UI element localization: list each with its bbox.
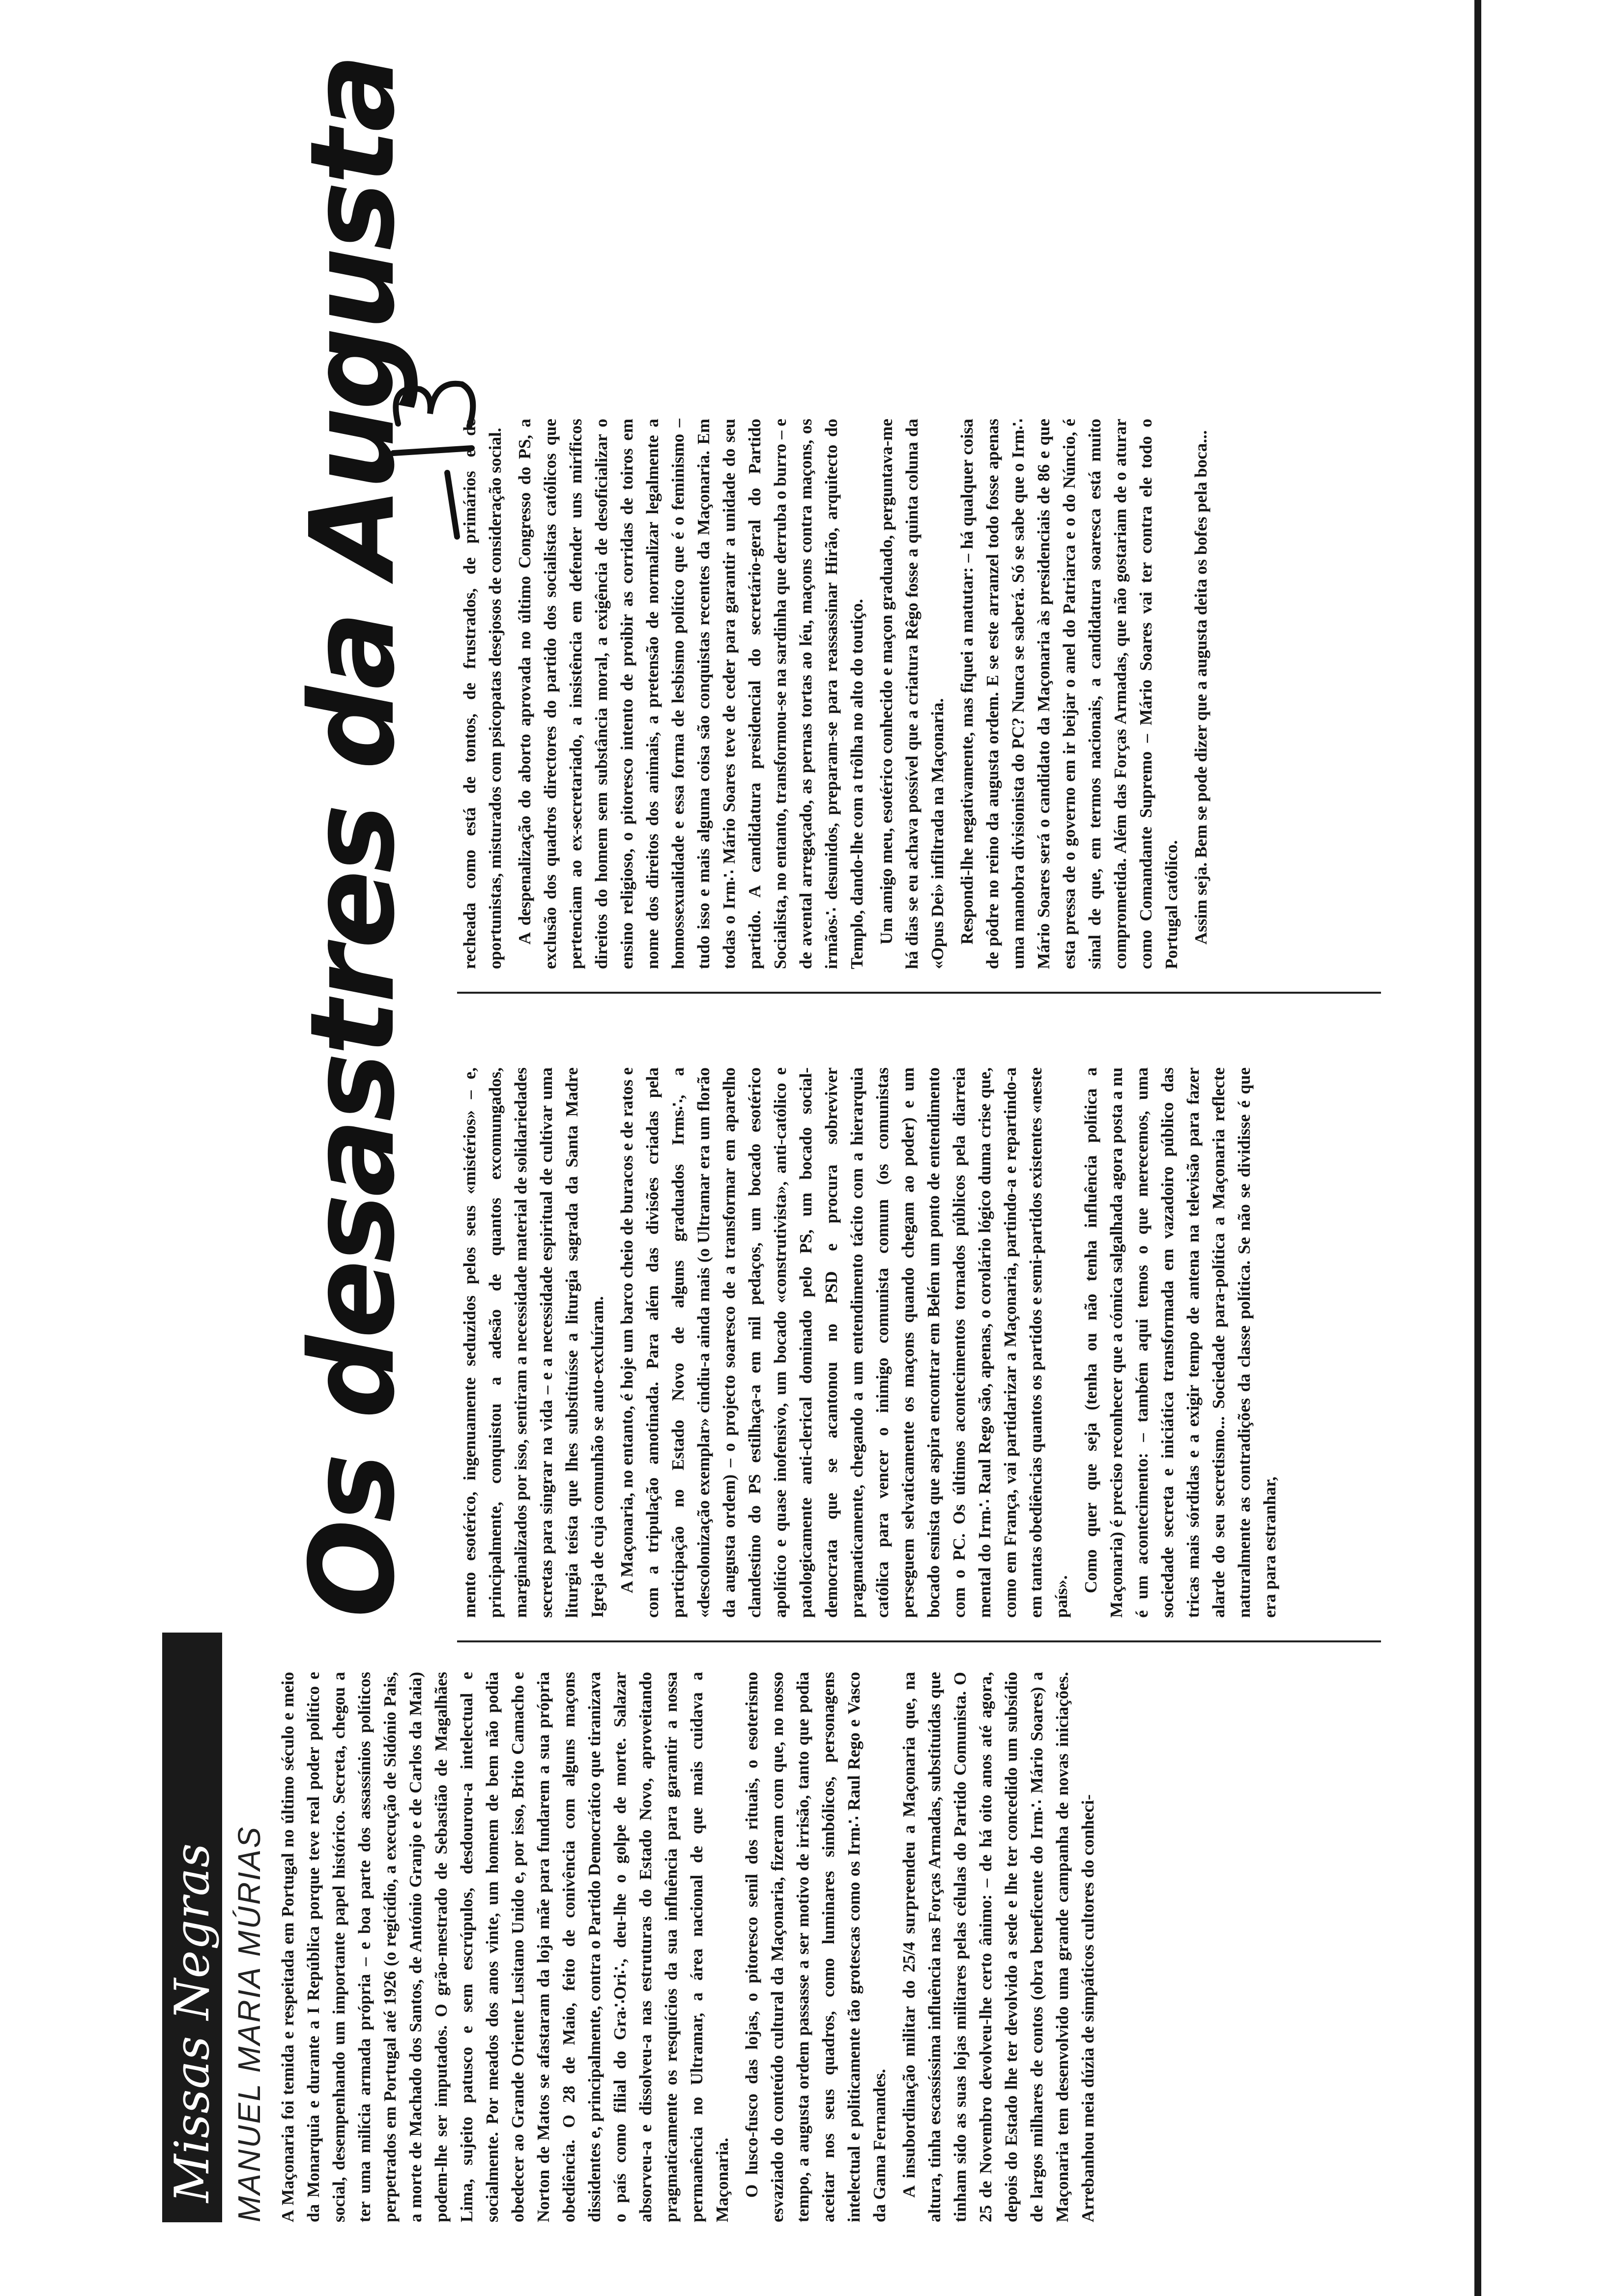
article-headline: Os desastres da Augusta <box>285 57 420 1618</box>
column-divider <box>457 992 1381 994</box>
article-column-3 <box>457 419 1489 969</box>
paragraph: O lusco-fusco das lojas, o pitoresco senil dos rituais, o esoterismo esvaziado do conteúdo cultural da Maçonaria, fizeram com que, no nosso tempo, a augusta ordem passasse a ser motivo de irrisão, tanto que podia aceitar nos seus quadros, como luminares simbólicos, personagens intelectual e politicamente tão grotescas como os Irm∴ Raul Rego e Vasco da Gama Fernandes. <box>742 1672 889 2222</box>
paragraph: Um amigo meu, esotérico conhecido e maçon graduado, perguntava-me há dias se eu achava possível que a criatura Rêgo fosse a quinta coluna da «Opus Dei» infiltrada na Maçonaria. <box>877 419 947 969</box>
paragraph: recheada como está de tontos, de frustrados, de primários e de oportunistas, misturados com psicopatas desejosos de consideração social. <box>460 419 505 969</box>
article-column-2 <box>457 1067 1489 1618</box>
paragraph: mento esotérico, ingenuamente seduzidos pelos seus «mistérios» – e, principalmente, conquistou a adesão de quantos excomungados, marginalizados por isso, sentiram a necessidade material de solidariedades secretas para singrar na vida – e a necessidade espiritual de cultivar uma liturgia teísta que lhes substituísse a liturgia sagrada da Santa Madre Igreja de cuja comunhão se auto-excluíram. <box>460 1067 607 1618</box>
column-divider <box>457 1640 1381 1642</box>
paragraph: A Maçonaria, no entanto, é hoje um barco cheio de buracos e de ratos e com a tripulação amotinada. Para além das divisões criadas pela participação no Estado Novo de alguns graduados Irms∴, a «descolonização exemplar» cindiu-a ainda mais (o Ultramar era um florão da augusta ordem) – o projecto soaresco de a transformar em aparelho clandestino do PS estilhaça-a em mil pedaços, um bocado esotérico apolítico e quase inofensivo, um bocado «construtivista», anti-católico e patologicamente anti-clerical dominado pelo PS, um bocado social-democrata que se acantonou no PSD e procura sobreviver pragmaticamente, chegando a um entendimento tácito com a hierarquia católica para vencer o inimigo comunista comum (os comunistas perseguem selvaticamente os maçons quando chegam ao poder) e um bocado esnista que aspira encontrar em Belém um ponto de entendimento com o PC. Os últimos acontecimentos tornados públicos pela diarreia mental do Irm∴ Raul Rego são, apenas, o corolário lógico duma crise que, como em França, vai partidarizar a Maçonaria, partindo-a e repartindo-a em tantas obediências quantos os partidos e semi-partidos existentes «neste país». <box>617 1067 1071 1618</box>
section-banner <box>162 1633 222 2222</box>
paragraph: A Maçonaria foi temida e respeitada em Portugal no último século e meio da Monarquia e durante a I República porque teve real poder político e social, desempenhando um importante papel histórico. Secreta, chegou a ter uma milícia armada própria – e boa parte dos assassínios políticos perpetrados em Portugal até 1926 (o regicídio, a execução de Sidónio Pais, a morte de Machado dos Santos, de António Granjo e de Carlos da Maia) podem-lhe ser imputados. O grão-mestrado de Sebastião de Magalhães Lima, sujeito patusco e sem escrúpulos, desdourou-a intelectual e socialmente. Por meados dos anos vinte, um homem de bem não podia obedecer ao Grande Oriente Lusitano Unido e, por isso, Brito Camacho e Norton de Matos se afastaram da loja mãe para fundarem a sua própria obediência. O 28 de Maio, feito de conivência com alguns maçons dissidentes e, principalmente, contra o Partido Democrático que tiranizava o país como filial do Gra∴Ori∴, deu-lhe o golpe de morte. Salazar absorveu-a e dissolveu-a nas estruturas do Estado Novo, aproveitando pragmaticamente os resquícios da sua influência para garantir a nossa permanência no Ultramar, a área nacional de que mais cuidava a Maçonaria. <box>278 1672 732 2222</box>
paragraph: Assim seja. Bem se pode dizer que a augusta deita os bofes pela boca... <box>1191 430 1210 945</box>
paragraph: Como quer que seja (tenha ou não tenha influência política a Maçonaria) é preciso reconhecer que a cómica salgalhada agora posta a nu é um acontecimento: – também aqui temos o que merecemos, uma sociedade secreta e iniciática transformada em vazadoiro público das tricas mais sórdidas e a exigir tempo de antena na televisão para fazer alarde do seu secretismo... Sociedade para-política a Maçonaria reflecte naturalmente as contradições da classe política. Se não se dividisse é que era para estranhar, <box>1081 1067 1279 1618</box>
paragraph: Respondi-lhe negativamente, mas fiquei a matutar: – há qualquer coisa de pôdre no reino da augusta ordem. E se este arranzel todo fosse apenas uma manobra divisionista do PC? Nunca se saberá. Só se sabe que o Irm∴ Mário Soares será o candidato da Maçonaria às presidenciais de 86 e que esta pressa de o governo em ir beijar o anel do Patriarca e o do Núncio, é sinal de que, em termos nacionais, a candidatura soaresca está muito comprometida. Além das Forças Armadas, que não gostariam de o aturar como Comandante Supremo – Mário Soares vai ter contra ele todo o Portugal católico. <box>957 419 1181 969</box>
article-column-1 <box>275 1672 1494 2222</box>
paragraph: A despenalização do aborto aprovada no último Congresso do PS, a exclusão dos quadros directores do partido dos socialistas católicos que pertenciam ao ex-secretariado, a insistência em defender uns miríficos direitos do homem sem substância moral, a exigência de desoficializar o ensino religioso, o pitoresco intento de proibir as corridas de toiros em nome dos direitos dos animais, a pretensão de normalizar legalmente a homossexualidade e essa forma de lesbismo político que é o feminismo – tudo isso e mais alguma coisa são conquistas recentes da Maçonaria. Em todas o Irm∴ Mário Soares teve de ceder para garantir a unidade do seu partido. A candidatura presidencial do secretário-geral do Partido Socialista, no entanto, transformou-se na sardinha que derruba o burro – e de avental arregaçado, as pernas tortas ao léu, maçons contra maçons, os irmãos∴ desunidos, preparam-se para reassassinar Hirão, arquitecto do Templo, dando-lhe com a trôlha no alto do toutiço. <box>515 419 866 969</box>
paragraph: A insubordinação militar do 25/4 surpreendeu a Maçonaria que, na altura, tinha escassíssima influência nas Forças Armadas, substituídas que tinham sido as suas lojas militares pelas células do Partido Comunista. O 25 de Novembro devolveu-lhe certo ânimo: – de há oito anos até agora, depois do Estado lhe ter devolvido a sede e lhe ter concedido um subsídio de largos milhares de contos (obra beneficente do Irm∴ Mário Soares) a Maçonaria tem desenvolvido uma grande campanha de novas iniciações. Arrebanhou meia dúzia de simpáticos cultores do conheci- <box>899 1672 1097 2222</box>
author-byline: MANUEL MARIA MÚRIAS <box>231 1825 267 2222</box>
section-title: Missas Negras <box>165 1842 220 2203</box>
